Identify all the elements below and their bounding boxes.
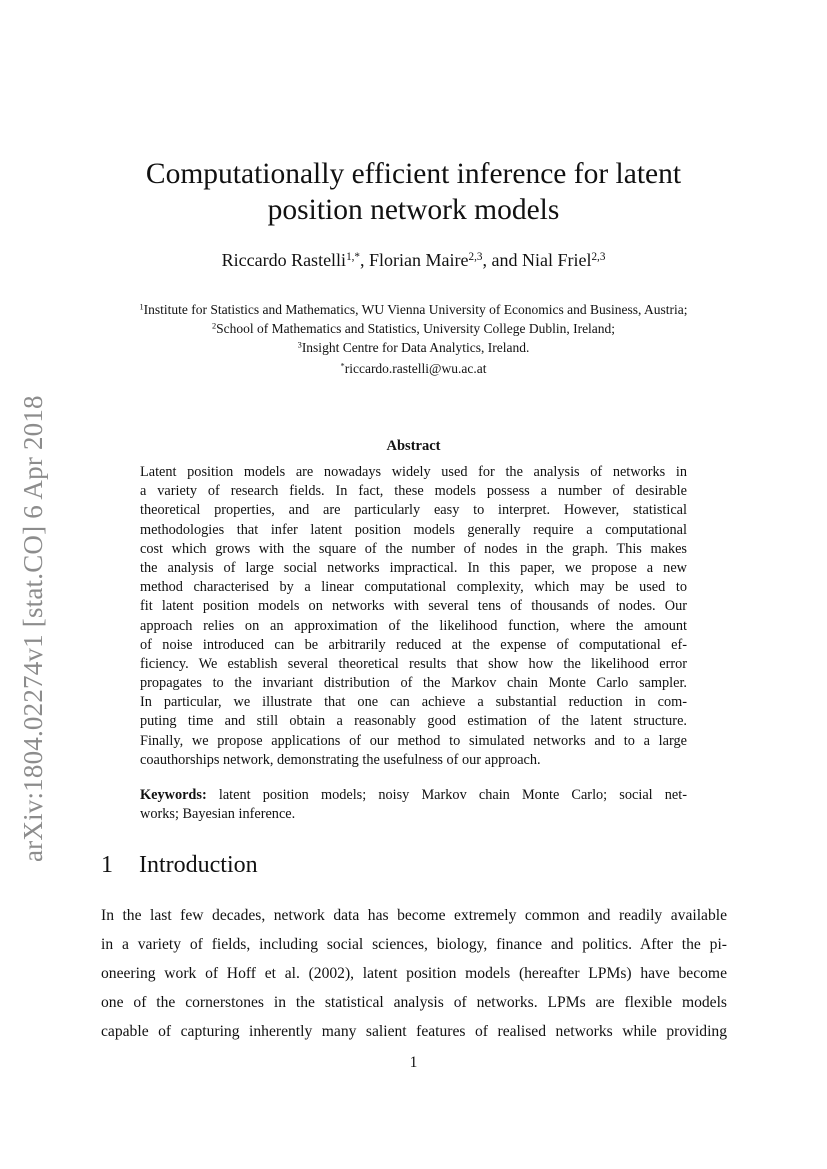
body-line: capable of capturing inherently many salient features of realised networks while providing	[101, 1023, 727, 1040]
keywords-line	[140, 786, 687, 805]
author-list	[90, 249, 737, 271]
abstract-line: Latent position models are nowadays widely used for the analysis of networks in	[140, 464, 687, 480]
author-affiliation-mark: 2,3	[468, 250, 483, 263]
affiliation	[90, 338, 737, 357]
author-name: Florian Maire	[369, 250, 469, 270]
affiliations	[90, 300, 737, 357]
keywords-line: works; Bayesian inference.	[140, 806, 296, 823]
author-name: Riccardo Rastelli	[221, 250, 347, 270]
introduction-body	[101, 901, 727, 1046]
abstract-line: puting time and still obtain a reasonably good estimation of the latent structure.	[140, 713, 687, 730]
body-line: oneering work of Hoff et al. (2002), latent position models (hereafter LPMs) have become	[101, 965, 727, 982]
abstract-line: theoretical properties, and are particularly easy to interpret. However, statistical	[140, 502, 687, 519]
affiliation	[90, 300, 737, 319]
body-line: one of the cornerstones in the statistical analysis of networks. LPMs are flexible models	[101, 994, 727, 1011]
title-line: position network models	[267, 194, 560, 226]
abstract-line: of noise introduced can be arbitrarily reduced at the expense of computational ef-	[140, 636, 687, 653]
abstract-line: propagates to the invariant distribution of the Markov chain Monte Carlo sampler.	[140, 675, 687, 692]
abstract-line: Finally, we propose applications of our method to simulated networks and to a large	[140, 732, 687, 749]
abstract-line: ficiency. We establish several theoretical results that show how the likelihood error	[140, 655, 687, 672]
section-heading	[101, 850, 721, 880]
section-number: 1	[101, 852, 113, 878]
affiliation-mark: 3	[297, 340, 302, 350]
affiliation-mark: 1	[139, 302, 144, 312]
keywords	[140, 786, 687, 824]
abstract-line: fit latent position models on networks with several tens of thousands of nodes. Our	[140, 598, 687, 615]
abstract-line: the analysis of large social networks impractical. In this paper, we propose a new	[140, 559, 687, 576]
section-title: Introduction	[139, 852, 258, 878]
author-separator: , and	[482, 250, 522, 270]
abstract-heading: Abstract	[386, 438, 441, 454]
title-line: Computationally efficient inference for latent	[145, 158, 682, 190]
author-separator: ,	[360, 250, 370, 270]
paper-title	[90, 156, 737, 228]
author-affiliation-mark: 2,3	[591, 250, 606, 263]
page-number: 1	[409, 1054, 418, 1071]
corresponding-email	[90, 360, 737, 378]
keywords-text: latent position models; noisy Markov chain Monte Carlo; social net-	[206, 787, 687, 803]
affiliation-text: School of Mathematics and Statistics, University College Dublin, Ireland;	[216, 321, 616, 336]
abstract-line: approach relies on an approximation of the likelihood function, where the amount	[140, 617, 687, 634]
affiliation-text: Institute for Statistics and Mathematics, WU Vienna University of Economics and Business, Austria;	[143, 302, 688, 317]
abstract-line: methodologies that infer latent position models generally require a computational	[140, 521, 687, 538]
email-mark: *	[340, 361, 345, 371]
body-line: In the last few decades, network data has become extremely common and readily available	[101, 907, 727, 924]
abstract-line: a variety of research fields. In fact, these models possess a number of desirable	[140, 483, 687, 500]
email-address[interactable]: riccardo.rastelli@wu.ac.at	[344, 361, 487, 376]
body-line: in a variety of fields, including social sciences, biology, finance and politics. After the pi-	[101, 936, 727, 953]
abstract-line: method characterised by a linear computational complexity, which may be used to	[140, 579, 687, 596]
affiliation	[90, 319, 737, 338]
affiliation-text: Insight Centre for Data Analytics, Ireland.	[301, 340, 530, 355]
abstract-line: cost which grows with the square of the number of nodes in the graph. This makes	[140, 540, 687, 557]
abstract-line: In particular, we illustrate that one can achieve a substantial reduction in com-	[140, 694, 687, 711]
author-name: Nial Friel	[521, 250, 592, 270]
abstract-body	[140, 463, 687, 770]
author-affiliation-mark: 1,*	[346, 250, 361, 263]
affiliation-mark: 2	[211, 321, 217, 331]
abstract-line: coauthorships network, demonstrating the usefulness of our approach.	[140, 751, 541, 768]
keywords-label: Keywords:	[140, 787, 207, 803]
arxiv-stamp: arXiv:1804.02274v1 [stat.CO] 6 Apr 2018	[18, 395, 48, 862]
